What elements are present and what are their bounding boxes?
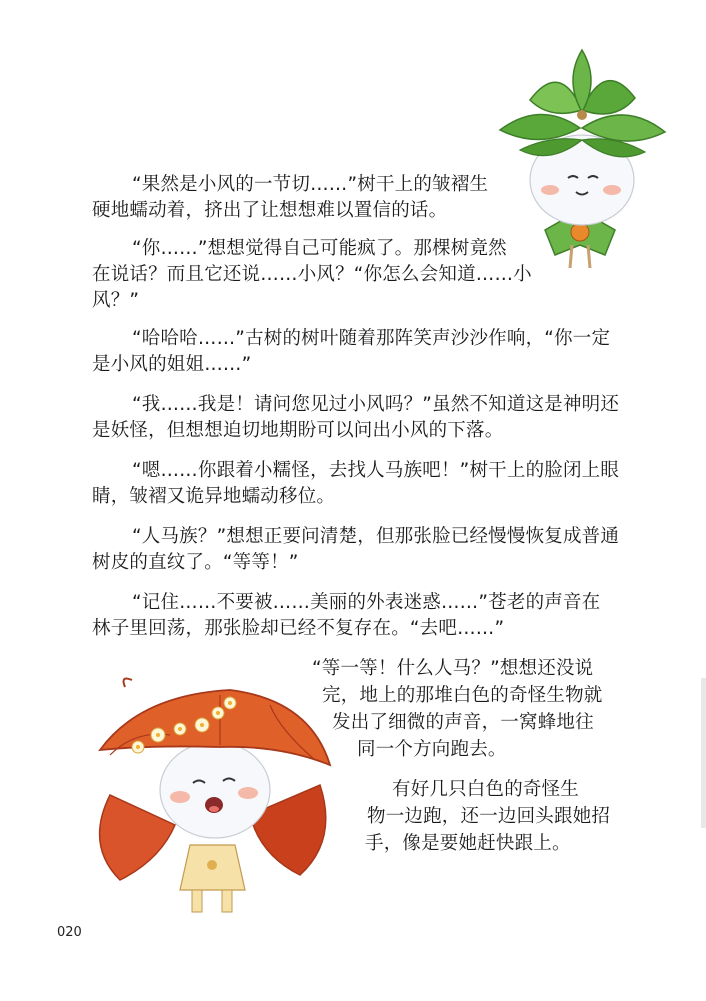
story-line: “人马族？”想想正要问清楚，但那张脸已经慢慢恢复成普通: [132, 526, 620, 547]
story-line: 林子里回荡，那张脸却已经不复存在。“去吧……”: [92, 618, 505, 639]
story-line: 睛，皱褶又诡异地蠕动移位。: [92, 486, 336, 507]
story-line: 硬地蠕动着，挤出了让想想难以置信的话。: [92, 200, 448, 221]
story-line: 是妖怪，但想想迫切地期盼可以问出小风的下落。: [92, 420, 504, 441]
page-number: 020: [57, 925, 82, 940]
story-line: 在说话？而且它还说……小风？“你怎么会知道……小: [92, 264, 532, 285]
story-line: 风？”: [92, 290, 140, 311]
story-line: 有好几只白色的奇怪生: [392, 779, 580, 800]
story-line: 发出了细微的声音，一窝蜂地往: [332, 712, 594, 733]
story-line: “哈哈哈……”古树的树叶随着那阵笑声沙沙作响，“你一定: [132, 328, 611, 349]
story-line: 是小风的姐姐……”: [92, 354, 252, 375]
page-edge-tab: [701, 678, 706, 828]
orange-leaf-sprite-icon: [80, 675, 340, 930]
story-line: 物一边跑，还一边回头跟她招: [367, 806, 611, 827]
story-line: 同一个方向跑去。: [357, 739, 507, 760]
story-line: 完，地上的那堆白色的奇怪生物就: [322, 685, 603, 706]
story-line: 手，像是要她赶快跟上。: [365, 833, 571, 854]
story-line: “我……我是！请问您见过小风吗？”虽然不知道这是神明还: [132, 394, 620, 415]
green-leaf-sprite-icon: [490, 40, 675, 275]
story-line: “嗯……你跟着小糯怪，去找人马族吧！”树干上的脸闭上眼: [132, 460, 620, 481]
story-line: “等一等！什么人马？”想想还没说: [312, 658, 594, 679]
story-line: “你……”想想觉得自己可能疯了。那棵树竟然: [132, 238, 507, 259]
story-line: “果然是小风的一节切……”树干上的皱褶生: [132, 174, 489, 195]
story-line: “记住……不要被……美丽的外表迷惑……”苍老的声音在: [132, 592, 601, 613]
story-line: 树皮的直纹了。“等等！”: [92, 552, 299, 573]
